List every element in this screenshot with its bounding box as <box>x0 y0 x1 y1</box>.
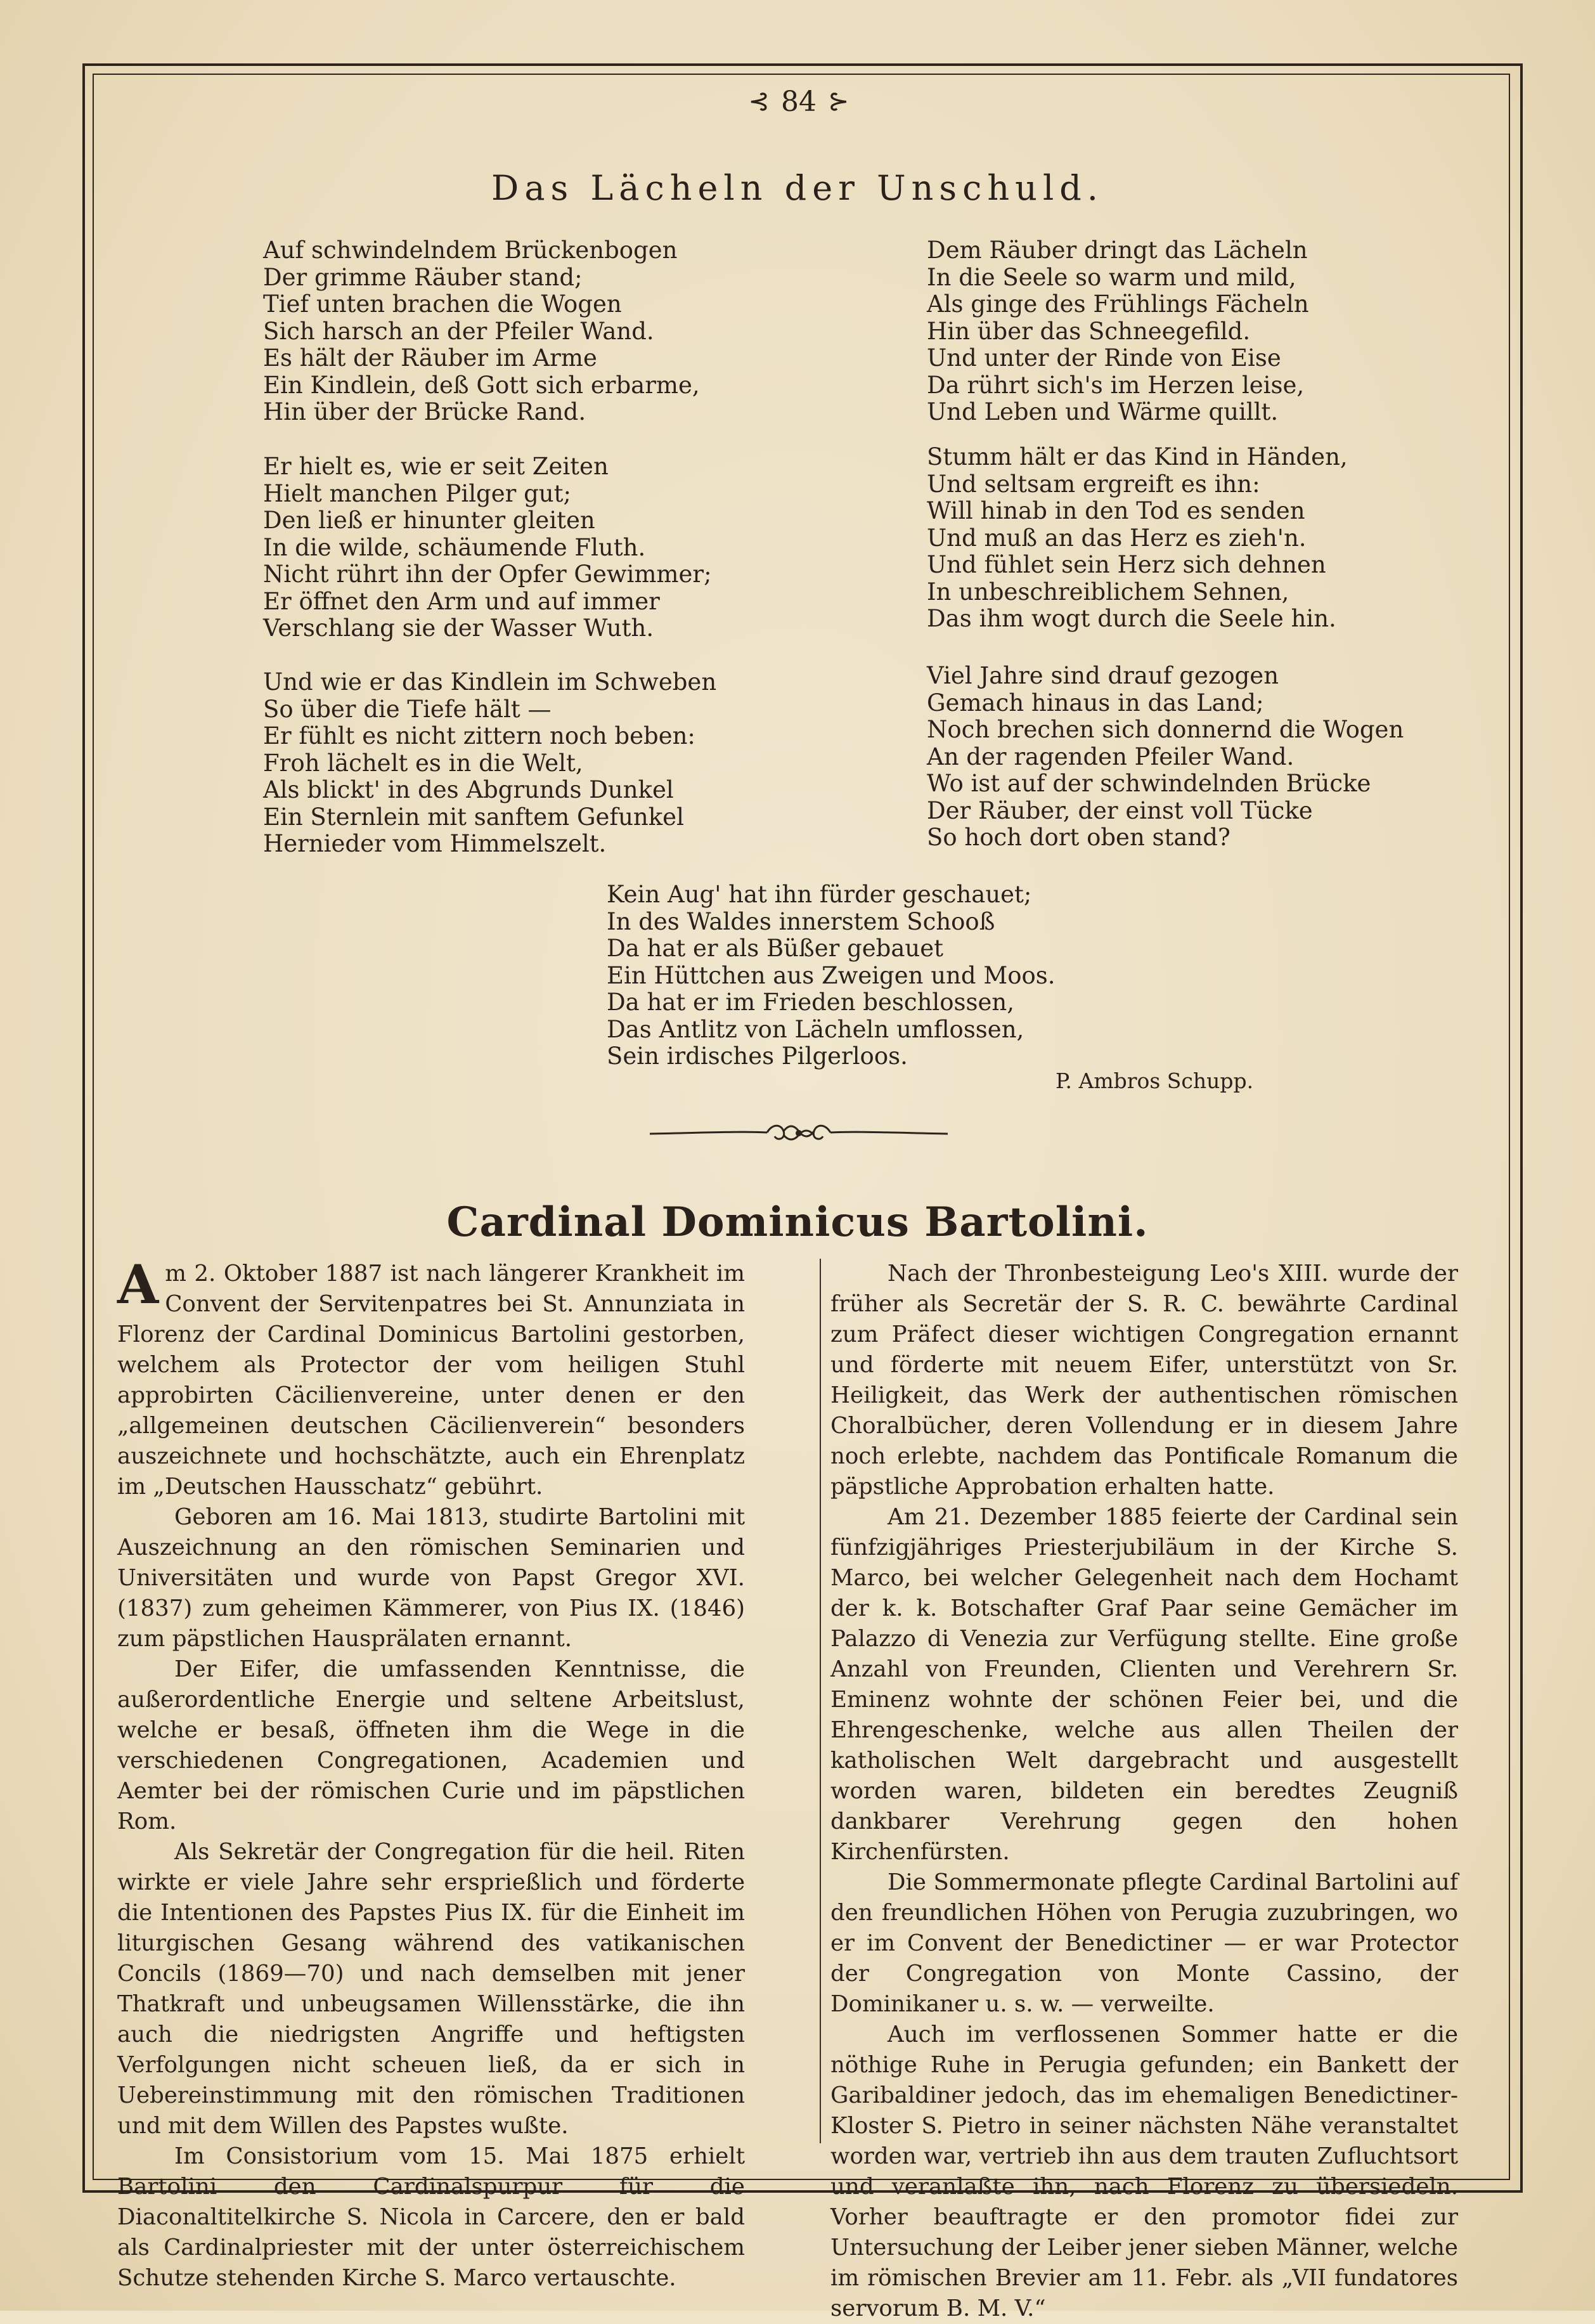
article-title: Cardinal Dominicus Bartolini. <box>446 1198 1149 1246</box>
poem-stanza <box>927 444 1348 633</box>
verse-line: Verschlang sie der Wasser Wuth. <box>263 614 654 642</box>
poem-author: P. Ambros Schupp. <box>1056 1068 1254 1093</box>
verse-line: Es hält der Räuber im Arme <box>263 344 597 372</box>
ornamental-divider-icon <box>647 1115 951 1150</box>
verse-line: Kein Aug' hat ihn fürder geschauet; <box>607 881 1032 908</box>
verse-line: Da rührt sich's im Herzen leise, <box>927 371 1305 399</box>
poem-stanza-final <box>607 881 1056 1070</box>
article-paragraph: Nach der Thronbesteigung Leo's XIII. wurde der früher als Secretär der S. R. C. bewährte Cardinal zum Präfect dieser wichtigen Congregation ernannt und förderte mit neuem Eifer, unterstützt von Sr. Heiligkeit, das Werk der authentischen römischen Choralbücher, deren Vollendung er in diesem Jahre noch erlebte, nachdem das Pontificale Romanum die päpstliche Approbation erhalten hatte. <box>830 1261 1458 1500</box>
article-paragraph: Die Sommermonate pflegte Cardinal Bartolini auf den freundlichen Höhen von Perugia zuzubringen, wo er im Convent der Benedictiner — er war Protector der Congregation von Monte Cassino, der Dominikaner u. s. w. — verweilte. <box>830 1869 1458 2017</box>
article-paragraph: Auch im verflossenen Sommer hatte er die nöthige Ruhe in Perugia gefunden; ein Bankett der Garibaldiner jedoch, das im ehemaligen Benedictiner-Kloster S. Pietro in seiner nächsten Nähe veranstaltet worden war, vertrieb ihn aus dem trauten Zufluchtsort und veranlaßte ihn, nach Florenz zu übersiedeln. Vorher beauftragte er den promotor fidei zur Untersuchung der Leiber jener sieben Männer, welche im römischen Brevier am 11. Febr. als „VII fundatores servorum B. M. V.“ <box>830 2022 1458 2321</box>
verse-line: Den ließ er hinunter gleiten <box>263 507 595 534</box>
poem-title: Das Lächeln der Unschuld. <box>491 168 1104 208</box>
verse-line: Wo ist auf der schwindelnden Brücke <box>927 770 1371 797</box>
article-paragraph: Der Eifer, die umfassenden Kenntnisse, die außerordentliche Energie und seltene Arbeitslust, welche er besaß, öffneten ihm die Wege in die verschiedenen Congregationen, Academien und Aemter bei der römischen Curie und im päpstlichen Rom. <box>117 1656 745 1834</box>
verse-line: Dem Räuber dringt das Lächeln <box>927 237 1308 264</box>
verse-line: Hielt manchen Pilger gut; <box>263 479 571 507</box>
verse-line: Froh lächelt es in die Welt, <box>263 749 583 777</box>
page-number-header <box>723 82 875 120</box>
verse-line: Hin über das Schneegefild. <box>927 317 1251 345</box>
article-paragraph: Geboren am 16. Mai 1813, studirte Bartolini mit Auszeichnung an den römischen Seminarien und Universitäten und wurde von Papst Gregor XVI. (1837) zum geheimen Kämmerer, von Pius IX. (1846) zum päpstlichen Hausprälaten ernannt. <box>117 1504 745 1652</box>
verse-line: Als blickt' in des Abgrunds Dunkel <box>263 776 674 803</box>
verse-line: Das ihm wogt durch die Seele hin. <box>927 605 1336 632</box>
verse-line: In unbeschreiblichem Sehnen, <box>927 578 1289 606</box>
drop-cap: A <box>117 1253 159 1316</box>
article-paragraph: Im Consistorium vom 15. Mai 1875 erhielt Bartolini den Cardinalspurpur für die Diaconaltitelkirche S. Nicola in Carcere, den er bald als Cardinalpriester mit der unter österreichischem Schutze stehenden Kirche S. Marco vertauschte. <box>117 2143 745 2291</box>
verse-line: Ein Sternlein mit sanftem Gefunkel <box>263 803 684 831</box>
column-divider <box>820 1259 821 2143</box>
verse-line: Will hinab in den Tod es senden <box>927 497 1305 524</box>
poem-stanza <box>927 237 1309 426</box>
verse-line: Sein irdisches Pilgerloos. <box>607 1042 908 1070</box>
verse-line: Hin über der Brücke Rand. <box>263 398 586 425</box>
poem-stanza <box>927 663 1404 852</box>
verse-line: In des Waldes innerstem Schooß <box>607 907 995 935</box>
verse-line: In die wilde, schäumende Fluth. <box>263 533 646 561</box>
verse-line: Da hat er als Büßer gebauet <box>607 935 943 962</box>
verse-line: Der Räuber, der einst voll Tücke <box>927 796 1313 824</box>
verse-line: Noch brechen sich donnernd die Wogen <box>927 716 1404 743</box>
verse-line: So hoch dort oben stand? <box>927 824 1230 851</box>
verse-line: Und Leben und Wärme quillt. <box>927 398 1279 425</box>
verse-line: Viel Jahre sind drauf gezogen <box>927 662 1279 689</box>
verse-line: Und wie er das Kindlein im Schweben <box>263 668 717 696</box>
verse-line: Und seltsam ergreift es ihn: <box>927 470 1260 498</box>
verse-line: Tief unten brachen die Wogen <box>263 290 622 318</box>
verse-line: Ein Kindlein, deß Gott sich erbarme, <box>263 371 700 399</box>
verse-line: Er hielt es, wie er seit Zeiten <box>263 453 609 480</box>
poem-stanza <box>263 669 716 858</box>
verse-line: Der grimme Räuber stand; <box>263 263 583 291</box>
verse-line: Ein Hüttchen aus Zweigen und Moos. <box>607 961 1056 989</box>
page-number: 84 <box>781 85 817 118</box>
article-paragraph: Als Sekretär der Congregation für die heil. Riten wirkte er viele Jahre sehr ersprießlich und förderte die Intentionen des Papstes Pius IX. für die Einheit im liturgischen Gesang während des vatikanischen Concils (1869—70) und nach demselben mit jener Thatkraft und unbeugsamen Willensstärke, die ihn auch die niedrigsten Angriffe und heftigsten Verfolgungen nicht scheuen ließ, da er sich in Uebereinstimmung mit den römischen Traditionen und mit dem Willen des Papstes wußte. <box>117 1839 745 2139</box>
paragraph-text: m 2. Oktober 1887 ist nach längerer Krankheit im Convent der Servitenpatres bei St. Annunziata in Florenz der Cardinal Dominicus Bartolini gestorben, welchem als Protector der vom heiligen Stuhl approbirten Cäcilienvereine, unter denen er den „allgemeinen deutschen Cäcilienverein“ besonders auszeichnete und hochschätzte, auch ein Ehrenplatz im „Deutschen Hausschatz“ gebührt. <box>117 1261 745 1500</box>
right-ornament-icon: ⊱ <box>828 87 849 116</box>
article-column-right <box>830 1259 1458 2324</box>
verse-line: Auf schwindelndem Brückenbogen <box>263 237 678 264</box>
verse-line: Sich harsch an der Pfeiler Wand. <box>263 317 654 345</box>
article-column-left <box>117 1253 745 2294</box>
verse-line: Hernieder vom Himmelszelt. <box>263 830 607 857</box>
verse-line: Er öffnet den Arm und auf immer <box>263 587 660 615</box>
verse-line: An der ragenden Pfeiler Wand. <box>927 743 1295 770</box>
verse-line: Und muß an das Herz es zieh'n. <box>927 524 1307 552</box>
verse-line: Gemach hinaus in das Land; <box>927 689 1264 717</box>
verse-line: Da hat er im Frieden beschlossen, <box>607 989 1014 1016</box>
article-paragraph <box>117 1253 745 1502</box>
verse-line: Nicht rührt ihn der Opfer Gewimmer; <box>263 561 712 588</box>
verse-line: So über die Tiefe hält — <box>263 695 552 723</box>
verse-line: In die Seele so warm und mild, <box>927 263 1296 291</box>
poem-stanza <box>263 237 700 426</box>
verse-line: Und fühlet sein Herz sich dehnen <box>927 551 1326 578</box>
article-paragraph: Am 21. Dezember 1885 feierte der Cardinal sein fünfzigjähriges Priesterjubiläum in der Kirche S. Marco, bei welcher Gelegenheit nach dem Hochamt der k. k. Botschafter Graf Paar seine Gemächer im Palazzo di Venezia zur Verfügung stellte. Eine große Anzahl von Freunden, Clienten und Verehrern Sr. Eminenz wohnte der schönen Feier bei, und die Ehrengeschenke, welche aus allen Theilen der katholischen Welt dargebracht und ausgestellt worden waren, bildeten ein beredtes Zeugniß dankbarer Verehrung gegen den hohen Kirchenfürsten. <box>830 1504 1458 1865</box>
verse-line: Als ginge des Frühlings Fächeln <box>927 290 1309 318</box>
left-ornament-icon: ⊰ <box>748 87 770 116</box>
verse-line: Das Antlitz von Lächeln umflossen, <box>607 1015 1024 1043</box>
verse-line: Und unter der Rinde von Eise <box>927 344 1281 372</box>
verse-line: Stumm hält er das Kind in Händen, <box>927 443 1348 471</box>
verse-line: Er fühlt es nicht zittern noch beben: <box>263 722 695 750</box>
poem-stanza <box>263 453 712 642</box>
